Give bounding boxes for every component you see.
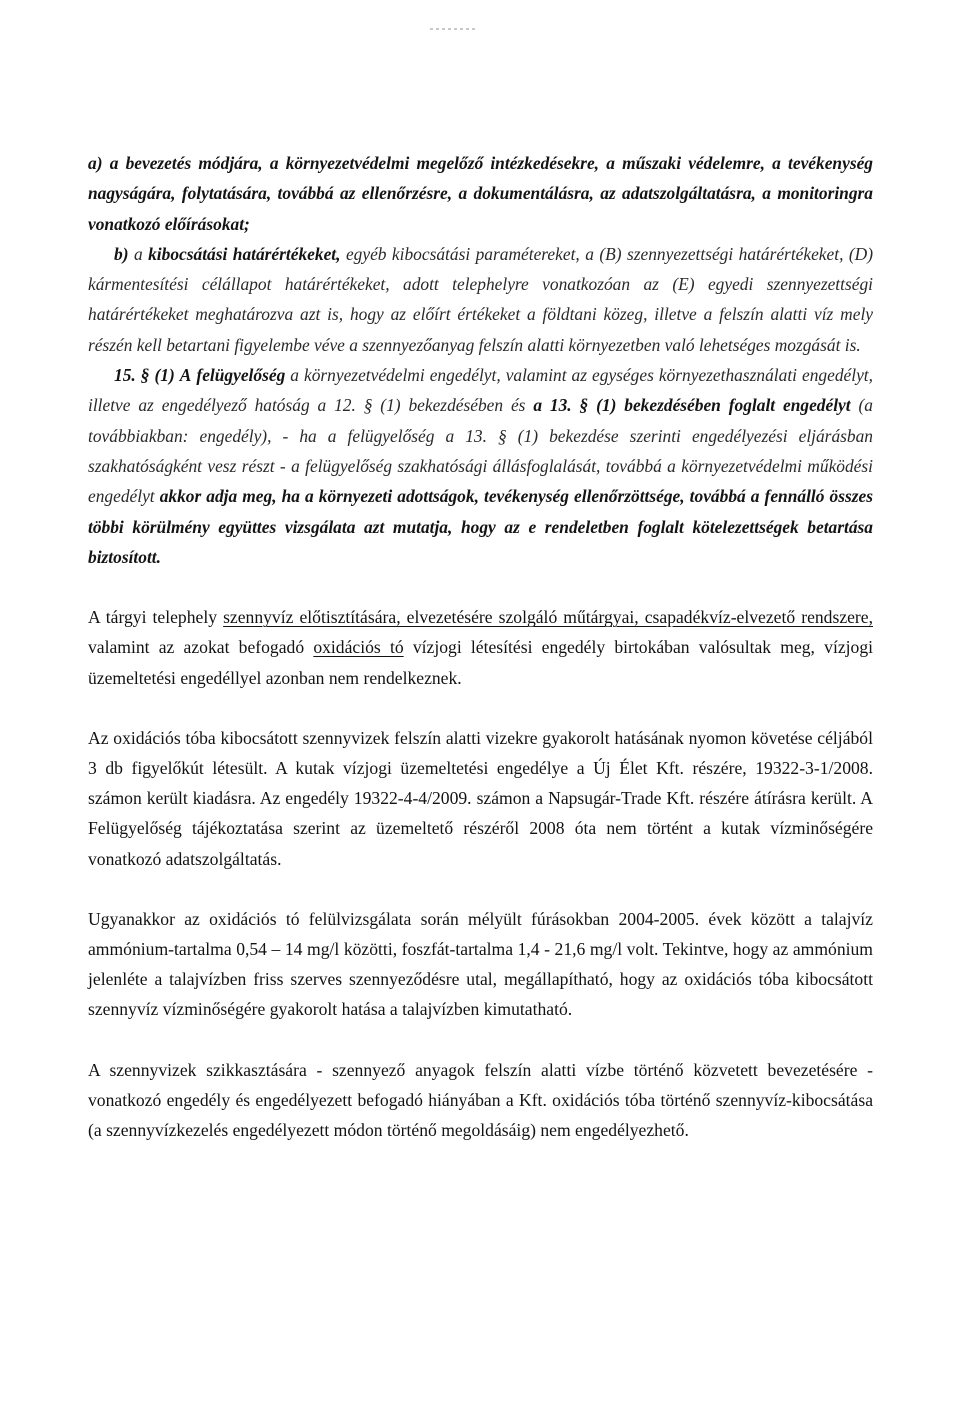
legal-quote [88,148,873,572]
quote-item-b [88,239,873,360]
assessment-body [88,602,873,1145]
paragraph-monitoring-wells: Az oxidációs tóba kibocsátott szennyvizek felszín alatti vizekre gyakorolt hatásának nyomon követése céljából 3 db figyelőkút létesült. A kutak vízjogi üzemeltetési engedélye a Új Élet Kft. részére, 19322-3-1/2008. számon került kiadásra. Az engedély 19322-4-4/2009. számon a Napsugár-Trade Kft. részére átírásra került. A Felügyelőség tájékoztatása szerint az üzemeltető részéről 2008 óta nem történt a kutak vízminőségére vonatkozó adatszolgáltatás. [88,727,873,869]
section-text-1: a környezetvédelmi engedélyt, valamint az egységes környezethasználati engedélyt, illetve az engedélyező hatóság a 12. § (1) bekezdésében és [88,365,873,416]
item-b-text: egyéb kibocsátási paramétereket, a (B) szennyezettségi határértékeket, (D) kármentesítési célállapot határértékeket, adott telephelyre vonatkozóan az (E) egyedi szennyezettségi határértékeket meghatározva azt is, hogy az előírt értékeket a földtani közeg, illetve a felszín alatti víz mely részén kell betartani figyelembe véve a szennyezőanyag felszín alatti környezetben való lehetséges mozgását is. [88,243,874,355]
paragraph-facility [88,602,873,693]
quote-item-a [88,148,873,239]
section-number: 15. [114,365,136,386]
quote-section-15 [88,360,873,572]
section-bold-reference: a 13. § (1) bekezdésében foglalt engedélyt [533,395,851,416]
item-b-prefix: a [133,243,143,264]
item-b-bold: kibocsátási határértékeket, [148,243,341,264]
p1-underlined-structures: szennyvíz előtisztítására, elvezetésére szolgáló műtárgyai, csapadékvíz-elvezető rendszere, [223,607,873,628]
p1-underlined-pond: oxidációs tó [313,637,404,658]
section-bold-authority: felügyelőség [196,365,286,386]
paragraph-groundwater: Ugyanakkor az oxidációs tó felülvizsgálata során mélyült fúrásokban 2004-2005. évek között a talajvíz ammónium-tartalma 0,54 – 14 mg/l közötti, foszfát-tartalma 1,4 - 21,6 mg/l volt. Tekintve, hogy az ammónium jelenléte a talajvízben friss szerves szennyeződésre utal, megállapítható, hogy az oxidációs tóba kibocsátott szennyvíz vízminőségére gyakorolt hatása a talajvízben kimutatható. [88,908,873,1020]
paragraph-conclusion: A szennyvizek szikkasztására - szennyező anyagok felszín alatti vízbe történő közvetett bevezetésére - vonatkozó engedély és engedélyezett befogadó hiányában a Kft. oxidációs tóba történő szennyvíz-kibocsátása (a szennyvízkezelés engedélyezett módon történő megoldásáig) nem engedélyezhető. [88,1059,873,1140]
section-article: A [179,365,192,386]
scan-artifact [430,28,476,30]
p1-text-a: A tárgyi telephely [88,607,218,628]
section-sign: § (1) [140,365,175,386]
item-b-label: b) [114,243,129,264]
item-a-label: a) [88,153,103,173]
p1-text-c: vízjogi létesítési engedély birtokában valósultak meg, vízjogi üzemeltetési engedéllyel azonban nem rendelkeznek. [88,637,874,688]
item-a-text: a bevezetés módjára, a környezetvédelmi megelőző intézkedésekre, a műszaki védelemre, a tevékenység nagyságára, folytatására, továbbá az ellenőrzésre, a dokumentálásra, az adatszolgáltatásra, a monitoringra vonatkozó előírásokat; [88,153,873,234]
p1-text-b: valamint az azokat befogadó [88,637,305,658]
section-bold-conditions: akkor adja meg, ha a környezeti adottságok, tevékenység ellenőrzöttsége, továbbá a fennálló összes többi körülmény együttes vizsgálata azt mutatja, hogy az e rendeletben foglalt kötelezettségek betartása biztosított. [88,486,873,567]
section-text-2: (a továbbiakban: engedély), - ha a felügyelőség a 13. § (1) bekezdése szerinti engedélyezési eljárásban szakhatóságként vesz részt - a felügyelőség szakhatósági állásfoglalását, továbbá a környezetvédelmi működési engedélyt [88,395,873,507]
